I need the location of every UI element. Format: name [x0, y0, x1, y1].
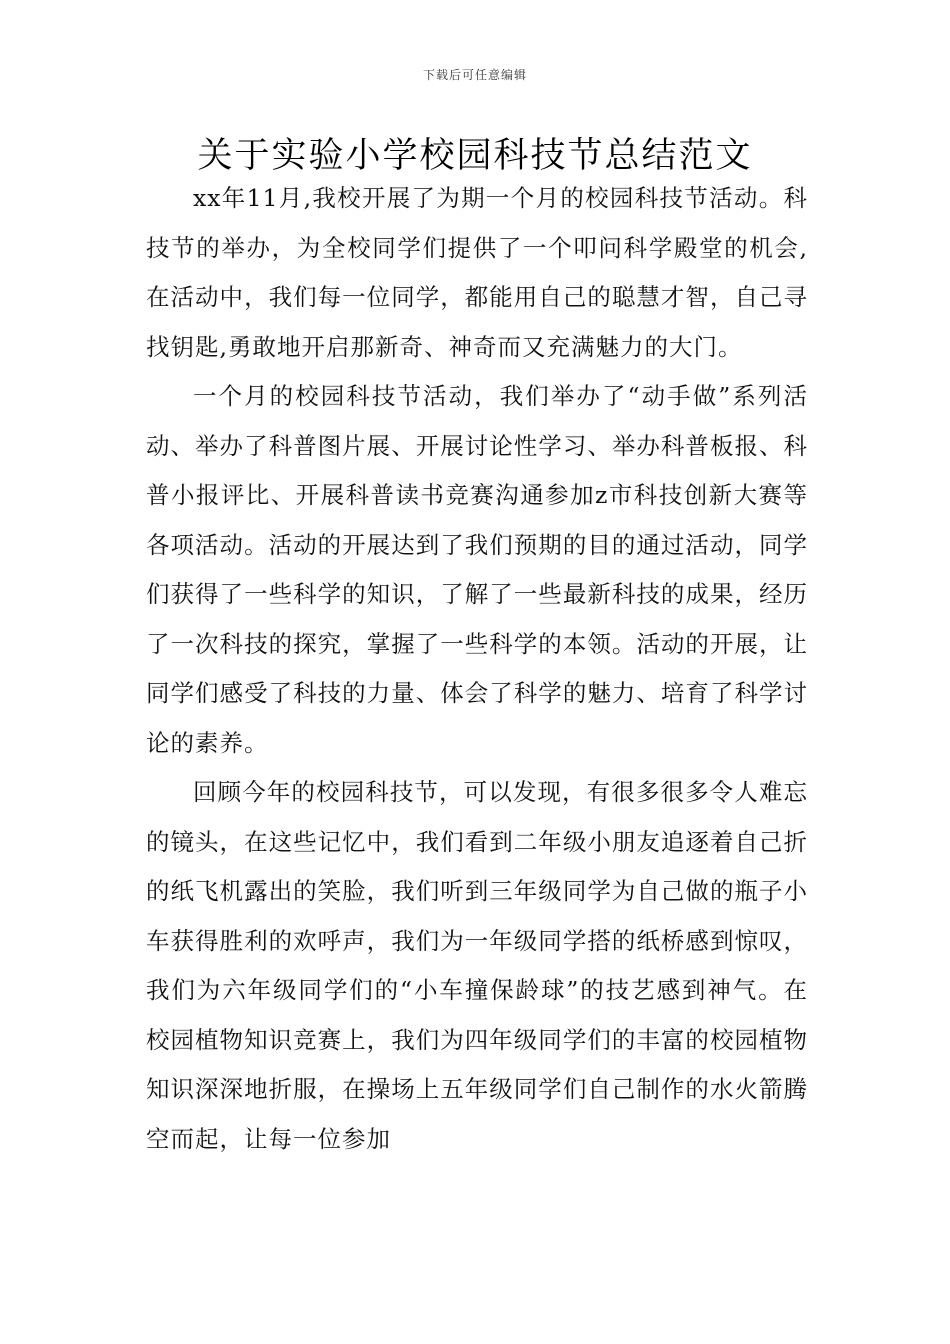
paragraph: xx年11月,我校开展了为期一个月的校园科技节活动。科技节的举办，为全校同学们提供了一个叩问科学殿堂的机会,在活动中，我们每一位同学，都能用自己的聪慧才智，自己寻找钥匙,勇敢地开启那新奇、神奇而又充满魅力的大门。	[146, 184, 808, 361]
document-body	[146, 174, 808, 1164]
paragraph: 一个月的校园科技节活动，我们举办了“动手做”系列活动、举办了科普图片展、开展讨论性学习、举办科普板报、科普小报评比、开展科普读书竞赛沟通参加z市科技创新大赛等各项活动。活动的开展达到了我们预期的目的通过活动，同学们获得了一些科学的知识，了解了一些最新科技的成果，经历了一次科技的探究，掌握了一些科学的本领。活动的开展，让同学们感受了科技的力量、体会了科学的魅力、培育了科学讨论的素养。	[146, 382, 808, 757]
document-title: 关于实验小学校园科技节总结范文	[197, 136, 753, 176]
header-note: 下载后可任意编辑	[422, 68, 527, 82]
paragraph: 回顾今年的校园科技节，可以发现，有很多很多令人难忘的镜头，在这些记忆中，我们看到二年级小朋友追逐着自己折的纸飞机露出的笑脸，我们听到三年级同学为自己做的瓶子小车获得胜利的欢呼声，我们为一年级同学搭的纸桥感到惊叹，我们为六年级同学们的“小车撞保龄球”的技艺感到神气。在校园植物知识竞赛上，我们为四年级同学们的丰富的校园植物知识深深地折服，在操场上五年级同学们自己制作的水火箭腾空而起，让每一位参加	[146, 778, 808, 1153]
